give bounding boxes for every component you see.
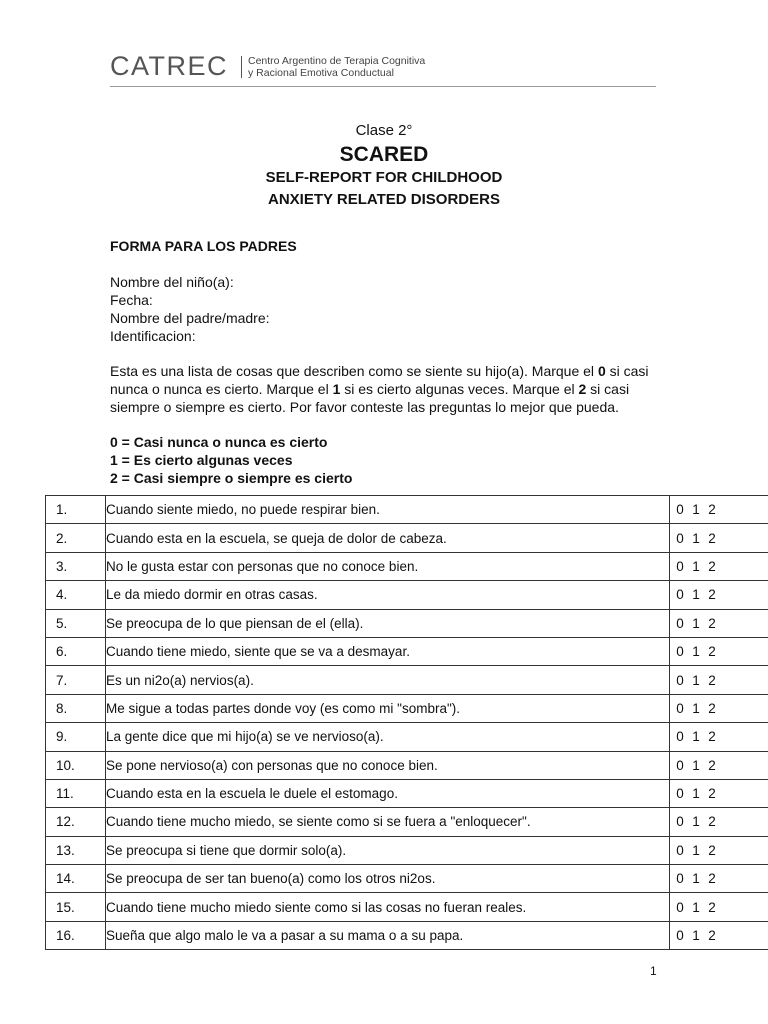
score-options-wrap <box>670 644 768 659</box>
score-option-2[interactable]: 2 <box>708 615 716 631</box>
table-row <box>46 921 768 949</box>
score-option-1[interactable]: 1 <box>692 814 700 830</box>
score-option-2[interactable]: 2 <box>708 786 716 802</box>
score-option-2[interactable]: 2 <box>708 587 716 603</box>
item-text: Cuando siente miedo, no puede respirar bien. <box>106 496 670 524</box>
score-options-wrap <box>670 843 768 858</box>
score-option-0[interactable]: 0 <box>676 786 684 802</box>
score-option-1[interactable]: 1 <box>692 786 700 802</box>
score-option-2[interactable]: 2 <box>708 871 716 887</box>
instructions-bold-1: 1 <box>332 381 341 397</box>
item-text: Se pone nervioso(a) con personas que no conoce bien. <box>106 751 670 779</box>
score-option-2[interactable]: 2 <box>708 757 716 773</box>
score-legend <box>110 433 670 487</box>
item-score-options <box>670 836 768 864</box>
item-score-options <box>670 552 768 580</box>
score-options-wrap <box>670 502 768 517</box>
score-option-1[interactable]: 1 <box>692 672 700 688</box>
score-option-1[interactable]: 1 <box>692 644 700 660</box>
field-parent-name: Nombre del padre/madre: <box>110 310 270 326</box>
score-option-0[interactable]: 0 <box>676 672 684 688</box>
item-number: 5. <box>46 609 106 637</box>
logo-subtitle-line2: y Racional Emotiva Conductual <box>248 67 394 79</box>
document-title: SCARED <box>339 143 429 166</box>
logo-divider <box>241 56 242 78</box>
table-row <box>46 581 768 609</box>
score-option-0[interactable]: 0 <box>676 644 684 660</box>
table-row <box>46 751 768 779</box>
score-option-0[interactable]: 0 <box>676 587 684 603</box>
item-number: 16. <box>46 921 106 949</box>
score-option-1[interactable]: 1 <box>692 871 700 887</box>
item-text: Cuando tiene miedo, siente que se va a desmayar. <box>106 637 670 665</box>
item-text: Se preocupa de ser tan bueno(a) como los otros ni2os. <box>106 865 670 893</box>
form-fields <box>110 273 670 345</box>
score-option-0[interactable]: 0 <box>676 757 684 773</box>
item-score-options <box>670 609 768 637</box>
score-option-0[interactable]: 0 <box>676 729 684 745</box>
item-number: 2. <box>46 524 106 552</box>
item-score-options <box>670 723 768 751</box>
legend-item-1: 1 = Es cierto algunas veces <box>110 452 293 468</box>
item-number: 11. <box>46 779 106 807</box>
instructions-paragraph <box>110 362 670 416</box>
page-header <box>110 50 656 87</box>
item-score-options <box>670 865 768 893</box>
instructions-text-2: si casi nunca o nunca es cierto. Marque el <box>110 363 649 397</box>
page-number: 1 <box>650 964 657 978</box>
item-text: Cuando tiene mucho miedo, se siente como si se fuera a "enloquecer". <box>106 808 670 836</box>
table-row <box>46 524 768 552</box>
item-number: 4. <box>46 581 106 609</box>
item-number: 7. <box>46 666 106 694</box>
score-option-1[interactable]: 1 <box>692 842 700 858</box>
table-row <box>46 694 768 722</box>
item-score-options <box>670 694 768 722</box>
legend-item-2: 2 = Casi siempre o siempre es cierto <box>110 470 353 486</box>
table-row <box>46 666 768 694</box>
score-option-2[interactable]: 2 <box>708 530 716 546</box>
table-row <box>46 609 768 637</box>
score-option-0[interactable]: 0 <box>676 615 684 631</box>
form-heading: FORMA PARA LOS PADRES <box>110 238 297 254</box>
questionnaire-table <box>45 495 768 950</box>
score-option-0[interactable]: 0 <box>676 842 684 858</box>
score-options-wrap <box>670 758 768 773</box>
score-option-1[interactable]: 1 <box>692 587 700 603</box>
item-text: Le da miedo dormir en otras casas. <box>106 581 670 609</box>
field-identification: Identificacion: <box>110 328 196 344</box>
score-option-2[interactable]: 2 <box>708 928 716 944</box>
table-row <box>46 893 768 921</box>
score-option-2[interactable]: 2 <box>708 558 716 574</box>
score-option-1[interactable]: 1 <box>692 530 700 546</box>
table-row <box>46 808 768 836</box>
table-row <box>46 637 768 665</box>
item-text: Es un ni2o(a) nervios(a). <box>106 666 670 694</box>
table-row <box>46 552 768 580</box>
item-score-options <box>670 921 768 949</box>
item-text: La gente dice que mi hijo(a) se ve nervioso(a). <box>106 723 670 751</box>
table-row <box>46 836 768 864</box>
score-option-2[interactable]: 2 <box>708 672 716 688</box>
score-option-0[interactable]: 0 <box>676 928 684 944</box>
item-text: Me sigue a todas partes donde voy (es como mi "sombra"). <box>106 694 670 722</box>
catrec-logo: CATREC <box>110 51 229 81</box>
score-option-2[interactable]: 2 <box>708 899 716 915</box>
item-score-options <box>670 779 768 807</box>
item-number: 10. <box>46 751 106 779</box>
item-score-options <box>670 893 768 921</box>
field-date: Fecha: <box>110 292 153 308</box>
item-score-options <box>670 581 768 609</box>
score-option-0[interactable]: 0 <box>676 530 684 546</box>
item-text: Cuando esta en la escuela, se queja de dolor de cabeza. <box>106 524 670 552</box>
item-text: Cuando tiene mucho miedo siente como si las cosas no fueran reales. <box>106 893 670 921</box>
score-option-2[interactable]: 2 <box>708 700 716 716</box>
item-number: 9. <box>46 723 106 751</box>
instructions-text-4: si casi siempre o siempre es cierto. Por favor conteste las preguntas lo mejor que pueda. <box>110 381 630 415</box>
item-text: Cuando esta en la escuela le duele el estomago. <box>106 779 670 807</box>
score-option-1[interactable]: 1 <box>692 502 700 518</box>
score-option-1[interactable]: 1 <box>692 700 700 716</box>
table-row <box>46 496 768 524</box>
score-options-wrap <box>670 814 768 829</box>
item-text: Se preocupa si tiene que dormir solo(a). <box>106 836 670 864</box>
item-text: Sueña que algo malo le va a pasar a su mama o a su papa. <box>106 921 670 949</box>
score-option-1[interactable]: 1 <box>692 558 700 574</box>
score-option-1[interactable]: 1 <box>692 899 700 915</box>
score-options-wrap <box>670 559 768 574</box>
score-option-0[interactable]: 0 <box>676 899 684 915</box>
score-options-wrap <box>670 729 768 744</box>
item-score-options <box>670 666 768 694</box>
table-row <box>46 865 768 893</box>
item-number: 6. <box>46 637 106 665</box>
item-number: 1. <box>46 496 106 524</box>
score-options-wrap <box>670 531 768 546</box>
item-number: 13. <box>46 836 106 864</box>
score-option-0[interactable]: 0 <box>676 700 684 716</box>
score-option-0[interactable]: 0 <box>676 502 684 518</box>
score-options-wrap <box>670 616 768 631</box>
instructions-bold-2: 2 <box>578 381 587 397</box>
score-option-1[interactable]: 1 <box>692 928 700 944</box>
instructions-bold-0: 0 <box>597 363 606 379</box>
score-option-1[interactable]: 1 <box>692 729 700 745</box>
score-option-1[interactable]: 1 <box>692 757 700 773</box>
score-options-wrap <box>670 928 768 943</box>
score-option-2[interactable]: 2 <box>708 502 716 518</box>
item-score-options <box>670 751 768 779</box>
score-option-0[interactable]: 0 <box>676 558 684 574</box>
score-options-wrap <box>670 786 768 801</box>
score-options-wrap <box>670 900 768 915</box>
item-number: 8. <box>46 694 106 722</box>
document-subtitle-line2: ANXIETY RELATED DISORDERS <box>268 191 500 208</box>
item-text: Se preocupa de lo que piensan de el (ella). <box>106 609 670 637</box>
item-score-options <box>670 524 768 552</box>
legend-item-0: 0 = Casi nunca o nunca es cierto <box>110 434 328 450</box>
table-row <box>46 723 768 751</box>
score-option-2[interactable]: 2 <box>708 729 716 745</box>
item-number: 12. <box>46 808 106 836</box>
score-option-2[interactable]: 2 <box>708 842 716 858</box>
item-score-options <box>670 637 768 665</box>
class-label: Clase 2° <box>355 122 413 139</box>
item-number: 15. <box>46 893 106 921</box>
table-row <box>46 779 768 807</box>
field-child-name: Nombre del niño(a): <box>110 274 234 290</box>
document-subtitle-line1: SELF-REPORT FOR CHILDHOOD <box>265 169 503 186</box>
item-score-options <box>670 496 768 524</box>
score-option-2[interactable]: 2 <box>708 814 716 830</box>
item-number: 14. <box>46 865 106 893</box>
item-score-options <box>670 808 768 836</box>
score-options-wrap <box>670 701 768 716</box>
score-options-wrap <box>670 673 768 688</box>
score-option-1[interactable]: 1 <box>692 615 700 631</box>
logo-subtitle-line1: Centro Argentino de Terapia Cognitiva <box>248 55 426 67</box>
logo-subtitle <box>248 55 425 79</box>
score-options-wrap <box>670 871 768 886</box>
item-text: No le gusta estar con personas que no conoce bien. <box>106 552 670 580</box>
instructions-text-3: si es cierto algunas veces. Marque el <box>340 381 579 397</box>
score-option-2[interactable]: 2 <box>708 644 716 660</box>
item-number: 3. <box>46 552 106 580</box>
score-options-wrap <box>670 587 768 602</box>
score-option-0[interactable]: 0 <box>676 814 684 830</box>
instructions-text-1: Esta es una lista de cosas que describen como se siente su hijo(a). Marque el <box>110 363 598 379</box>
score-option-0[interactable]: 0 <box>676 871 684 887</box>
